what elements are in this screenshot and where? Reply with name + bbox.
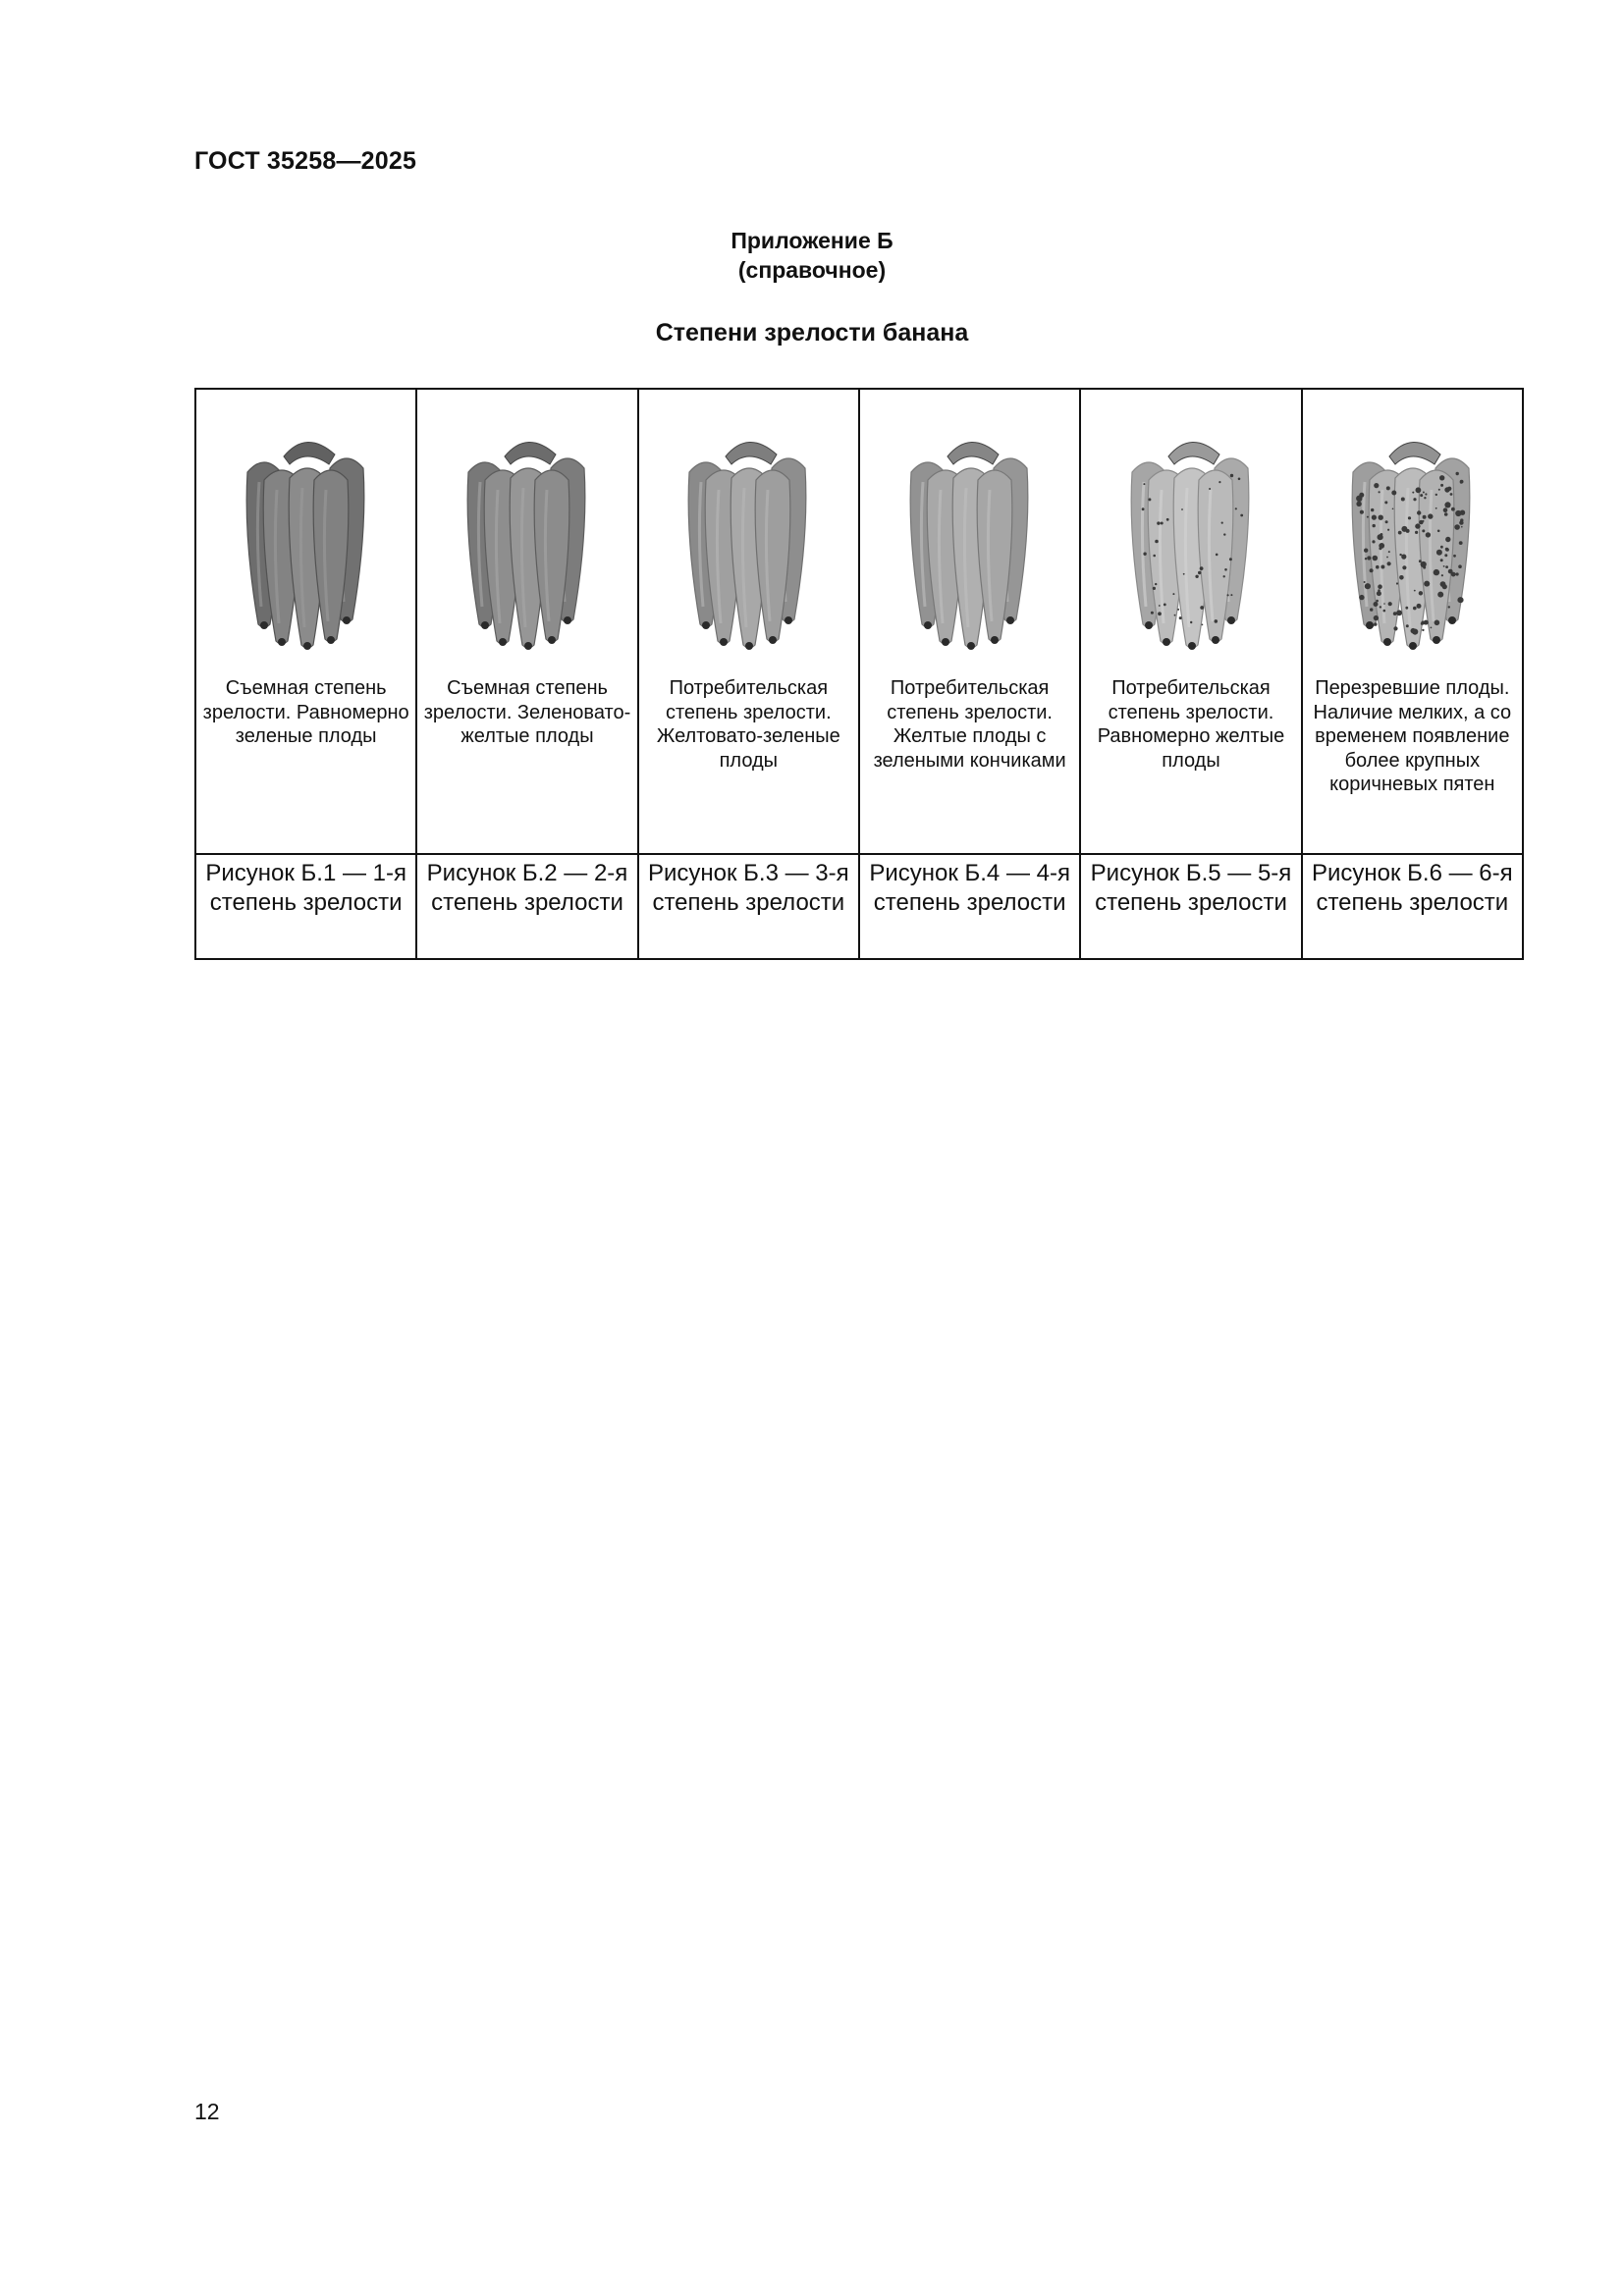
banana-spot xyxy=(1172,593,1174,595)
banana-spot xyxy=(1423,629,1425,631)
banana-spot xyxy=(1373,556,1379,561)
banana-spot xyxy=(1440,484,1443,487)
appendix-title: Приложение Б xyxy=(731,228,893,253)
figure-caption-cell xyxy=(859,854,1080,959)
figure-caption: Рисунок Б.5 — 5-я степень зрелости xyxy=(1090,860,1292,916)
banana-spot xyxy=(1371,508,1374,511)
banana-spot xyxy=(1459,564,1463,568)
ripeness-cell-2 xyxy=(416,389,637,854)
banana-tip xyxy=(924,621,932,629)
banana-spot xyxy=(1443,507,1448,512)
banana-spot xyxy=(1426,493,1428,495)
appendix-heading xyxy=(0,226,1624,285)
banana-spot xyxy=(1230,474,1233,477)
banana-spot xyxy=(1367,516,1369,518)
banana-spot xyxy=(1421,622,1424,625)
ripeness-cell-6 xyxy=(1302,389,1523,854)
banana-spot xyxy=(1368,556,1372,560)
banana-spot xyxy=(1425,497,1427,499)
banana-tip xyxy=(967,642,975,650)
caption-row xyxy=(195,854,1523,959)
banana-spot xyxy=(1393,612,1397,615)
banana-spot xyxy=(1438,592,1444,598)
banana-spot xyxy=(1143,553,1146,556)
banana-spot xyxy=(1223,533,1225,535)
banana-tip xyxy=(1188,642,1196,650)
banana-spot xyxy=(1375,483,1380,488)
banana-spot xyxy=(1450,493,1453,496)
banana-spot xyxy=(1153,587,1156,590)
banana-spot xyxy=(1155,540,1159,544)
banana-spot xyxy=(1364,549,1368,553)
banana-spot xyxy=(1440,559,1443,561)
banana-spot xyxy=(1226,594,1228,596)
banana-spot xyxy=(1435,620,1440,626)
banana-spot xyxy=(1440,546,1443,549)
figure-caption: Рисунок Б.6 — 6-я степень зрелости xyxy=(1312,860,1513,916)
banana-spot xyxy=(1158,612,1162,615)
banana-spot xyxy=(1155,583,1157,585)
ripeness-description: Перезревшие плоды. Наличие мелких, а со временем появление более крупных коричневых пятен xyxy=(1313,677,1512,795)
banana-spot xyxy=(1198,571,1201,574)
banana-spot xyxy=(1360,595,1365,600)
banana-spot xyxy=(1221,522,1223,524)
figure-caption: Рисунок Б.2 — 2-я степень зрелости xyxy=(426,860,628,916)
banana-tip xyxy=(785,616,792,624)
banana-spot xyxy=(1357,502,1362,507)
banana-spot xyxy=(1374,602,1379,607)
banana-spot xyxy=(1421,561,1427,567)
banana-spot xyxy=(1459,541,1463,545)
table-title: Степени зрелости банана xyxy=(655,319,969,347)
banana-spot xyxy=(1394,626,1398,630)
banana-tip xyxy=(327,636,335,644)
banana-spot xyxy=(1385,520,1388,523)
figure-caption-cell xyxy=(195,854,416,959)
ripeness-cell-1 xyxy=(195,389,416,854)
banana-spot xyxy=(1209,488,1211,490)
banana-spot xyxy=(1426,532,1431,537)
banana-tip xyxy=(1409,642,1417,650)
ripeness-description: Потребительская степень зрелости. Равномерно желтые плоды xyxy=(1097,677,1285,772)
banana-spot xyxy=(1436,550,1442,556)
ripeness-table xyxy=(194,388,1524,960)
banana-spot xyxy=(1435,507,1437,509)
banana-spot xyxy=(1435,494,1437,496)
banana-tip xyxy=(1433,636,1440,644)
banana-spot xyxy=(1151,612,1154,614)
banana-photo xyxy=(417,390,636,668)
banana-spot xyxy=(1406,624,1409,627)
banana-spot xyxy=(1177,609,1179,611)
banana-spot xyxy=(1142,507,1145,510)
banana-stem xyxy=(505,442,556,464)
figure-caption-cell xyxy=(1302,854,1523,959)
banana-spot xyxy=(1365,583,1371,589)
banana-spot xyxy=(1448,569,1453,574)
banana-spot xyxy=(1434,569,1439,575)
figure-caption: Рисунок Б.3 — 3-я степень зрелости xyxy=(648,860,849,916)
banana-spot xyxy=(1416,487,1422,493)
banana-spot xyxy=(1374,622,1377,625)
ripeness-description: Съемная степень зрелости. Зеленовато-желтые плоды xyxy=(423,677,631,747)
banana-spot xyxy=(1448,606,1450,608)
banana-tip xyxy=(1366,621,1374,629)
figure-caption: Рисунок Б.1 — 1-я степень зрелости xyxy=(205,860,406,916)
banana-spot xyxy=(1386,486,1390,490)
banana-tip xyxy=(278,638,286,646)
banana-spot xyxy=(1458,597,1464,603)
banana-spot xyxy=(1396,582,1398,584)
banana-spot xyxy=(1380,547,1382,550)
banana-spot xyxy=(1216,554,1218,557)
banana-spot xyxy=(1161,522,1164,525)
document-header: ГОСТ 35258—2025 xyxy=(194,147,417,175)
banana-tip xyxy=(548,636,556,644)
banana-spot xyxy=(1460,481,1463,484)
banana-tip xyxy=(991,636,999,644)
banana-spot xyxy=(1408,516,1411,519)
banana-spot xyxy=(1200,566,1204,570)
banana-tip xyxy=(745,642,753,650)
banana-spot xyxy=(1379,515,1383,520)
banana-spot xyxy=(1445,502,1451,507)
banana-spot xyxy=(1174,614,1176,616)
banana-spot xyxy=(1445,554,1448,557)
banana-spot xyxy=(1444,512,1448,516)
banana-spot xyxy=(1414,498,1417,501)
banana-photo xyxy=(860,390,1079,668)
banana-spot xyxy=(1386,557,1388,559)
banana-spot xyxy=(1431,627,1433,629)
banana-spot xyxy=(1384,603,1386,605)
figure-caption-cell xyxy=(1080,854,1301,959)
banana-spot xyxy=(1415,531,1418,534)
banana-spot xyxy=(1365,558,1367,560)
banana-photo xyxy=(1081,390,1300,668)
banana-stem xyxy=(284,442,335,464)
ripeness-description: Потребительская степень зрелости. Желтовато-зеленые плоды xyxy=(656,677,840,772)
banana-spot xyxy=(1392,491,1397,496)
banana-spot xyxy=(1179,616,1182,619)
ripeness-cell-3 xyxy=(638,389,859,854)
banana-spot xyxy=(1453,555,1456,558)
banana-spot xyxy=(1406,529,1410,533)
banana-spot xyxy=(1143,483,1145,485)
ripeness-cell-5 xyxy=(1080,389,1301,854)
banana-spot xyxy=(1379,584,1383,589)
banana-tip xyxy=(1383,638,1391,646)
banana-spot xyxy=(1403,565,1407,569)
banana-tip xyxy=(1227,616,1235,624)
banana-spot xyxy=(1439,475,1444,480)
banana-stem xyxy=(726,442,777,464)
banana-spot xyxy=(1159,605,1161,607)
banana-spot xyxy=(1443,565,1445,567)
banana-spot xyxy=(1401,498,1405,502)
banana-spot xyxy=(1388,602,1392,606)
banana-spot xyxy=(1456,510,1462,516)
banana-spot xyxy=(1222,575,1224,577)
banana-spot xyxy=(1153,555,1156,558)
banana-spot xyxy=(1461,526,1463,528)
banana-spot xyxy=(1377,591,1381,596)
banana-spot xyxy=(1424,620,1429,625)
banana-spot xyxy=(1148,498,1151,501)
banana-spot xyxy=(1381,565,1385,569)
banana-tip xyxy=(1145,621,1153,629)
ripeness-description: Съемная степень зрелости. Равномерно зеленые плоды xyxy=(202,677,409,747)
banana-stem xyxy=(947,442,999,464)
banana-spot xyxy=(1229,558,1232,561)
banana-spot xyxy=(1437,530,1440,533)
banana-spot xyxy=(1376,565,1380,569)
banana-spot xyxy=(1460,518,1463,521)
banana-tip xyxy=(720,638,728,646)
banana-spot xyxy=(1400,554,1402,556)
banana-spot xyxy=(1387,561,1391,565)
banana-spot xyxy=(1181,508,1183,510)
banana-spot xyxy=(1416,523,1421,528)
banana-tip xyxy=(524,642,532,650)
banana-tip xyxy=(769,636,777,644)
banana-spot xyxy=(1383,610,1386,613)
banana-spot xyxy=(1413,492,1415,494)
banana-spot xyxy=(1428,513,1433,518)
banana-tip xyxy=(303,642,311,650)
banana-spot xyxy=(1456,472,1459,475)
banana-spot xyxy=(1444,587,1446,589)
banana-tip xyxy=(1448,616,1456,624)
banana-spot xyxy=(1417,604,1422,609)
figure-caption-cell xyxy=(416,854,637,959)
banana-tip xyxy=(499,638,507,646)
banana-spot xyxy=(1406,607,1409,610)
banana-tip xyxy=(481,621,489,629)
banana-tip xyxy=(260,621,268,629)
banana-spot xyxy=(1364,581,1366,583)
banana-spot xyxy=(1388,551,1390,553)
banana-spot xyxy=(1398,531,1402,535)
banana-spot xyxy=(1379,491,1380,493)
banana-photo xyxy=(639,390,858,668)
banana-spot xyxy=(1238,478,1241,481)
banana-spot xyxy=(1380,606,1381,608)
banana-stem xyxy=(1168,442,1219,464)
image-row xyxy=(195,389,1523,854)
ripeness-description: Потребительская степень зрелости. Желтые плоды с зелеными кончиками xyxy=(873,677,1066,772)
banana-spot xyxy=(1451,507,1455,511)
banana-spot xyxy=(1419,591,1423,595)
banana-spot xyxy=(1370,608,1373,611)
banana-spot xyxy=(1373,524,1376,527)
banana-spot xyxy=(1417,510,1421,514)
banana-spot xyxy=(1214,619,1218,623)
banana-spot xyxy=(1445,537,1450,542)
page-number: 12 xyxy=(194,2099,220,2124)
banana-tip xyxy=(564,616,571,624)
banana-spot xyxy=(1240,514,1243,517)
banana-stem xyxy=(1389,442,1440,464)
banana-spot xyxy=(1183,573,1185,575)
banana-spot xyxy=(1440,581,1446,587)
banana-tip xyxy=(343,616,351,624)
banana-spot xyxy=(1399,575,1404,580)
banana-spot xyxy=(1392,508,1394,510)
banana-spot xyxy=(1385,501,1388,504)
banana-spot xyxy=(1201,624,1203,626)
banana-spot xyxy=(1195,575,1198,578)
banana-tip xyxy=(1212,636,1219,644)
figure-caption-cell xyxy=(638,854,859,959)
banana-spot xyxy=(1438,489,1440,491)
banana-spot xyxy=(1421,494,1424,497)
banana-spot xyxy=(1402,555,1407,560)
banana-spot xyxy=(1373,540,1376,543)
banana-spot xyxy=(1446,565,1449,568)
banana-spot xyxy=(1413,607,1417,611)
banana-spot xyxy=(1423,529,1426,532)
banana-spot xyxy=(1377,600,1380,603)
banana-spot xyxy=(1414,590,1416,592)
banana-spot xyxy=(1374,615,1379,620)
banana-spot xyxy=(1157,521,1160,524)
banana-spot xyxy=(1446,548,1450,552)
banana-spot xyxy=(1411,628,1416,633)
banana-photo xyxy=(1303,390,1522,668)
banana-spot xyxy=(1445,487,1450,492)
banana-spot xyxy=(1387,529,1389,531)
figure-caption: Рисунок Б.4 — 4-я степень зрелости xyxy=(869,860,1070,916)
banana-tip xyxy=(1006,616,1014,624)
banana-spot xyxy=(1455,524,1461,530)
banana-spot xyxy=(1372,515,1377,520)
banana-spot xyxy=(1164,604,1166,607)
banana-spot xyxy=(1423,515,1427,519)
banana-spot xyxy=(1218,481,1220,483)
banana-tip xyxy=(702,621,710,629)
banana-spot xyxy=(1423,520,1425,522)
banana-spot xyxy=(1425,581,1431,587)
banana-spot xyxy=(1397,610,1403,615)
appendix-type: (справочное) xyxy=(737,257,887,283)
banana-spot xyxy=(1360,510,1364,514)
ripeness-cell-4 xyxy=(859,389,1080,854)
banana-tip xyxy=(1163,638,1170,646)
banana-photo xyxy=(196,390,415,668)
banana-spot xyxy=(1200,606,1204,610)
banana-spot xyxy=(1235,507,1237,509)
banana-spot xyxy=(1423,492,1425,494)
banana-spot xyxy=(1224,568,1227,571)
banana-spot xyxy=(1230,594,1232,596)
banana-spot xyxy=(1441,574,1443,576)
banana-spot xyxy=(1419,560,1422,562)
banana-tip xyxy=(942,638,949,646)
banana-spot xyxy=(1378,534,1383,540)
banana-spot xyxy=(1190,621,1192,623)
banana-spot xyxy=(1166,518,1169,521)
banana-spot xyxy=(1456,572,1459,575)
banana-spot xyxy=(1356,496,1362,502)
banana-spot xyxy=(1370,568,1374,572)
